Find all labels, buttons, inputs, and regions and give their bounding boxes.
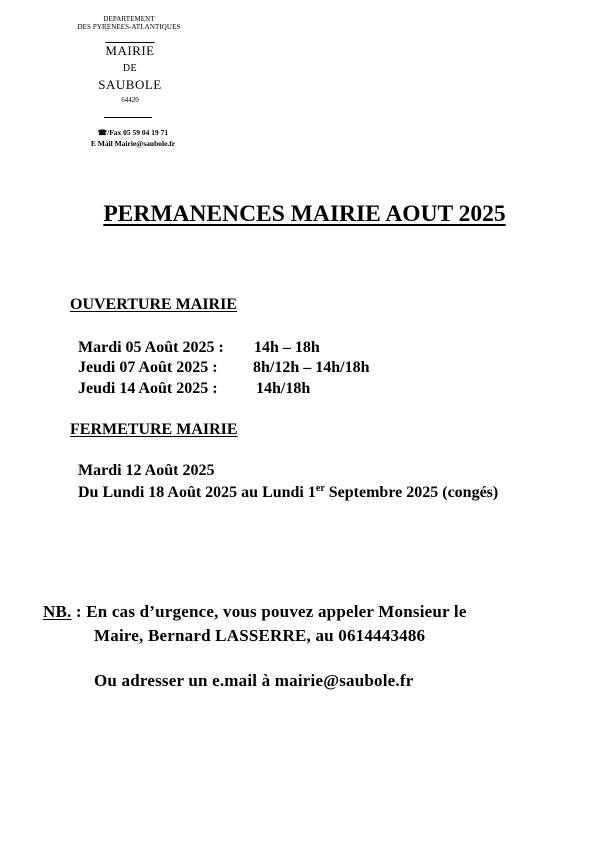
opening-hours: 14h/18h — [256, 380, 311, 397]
note-separator: : — [71, 602, 87, 621]
opening-hours: 14h – 18h — [254, 339, 320, 356]
opening-date: Jeudi 14 Août 2025 : — [78, 380, 218, 397]
region-label: DES PYRENEES-ATLANTIQUES — [77, 23, 181, 31]
opening-item — [78, 339, 398, 357]
note-line-2: Maire, Bernard LASSERRE, au 0614443486 — [94, 626, 426, 645]
phone-fax: ☎/Fax 05 59 04 19 71 — [97, 128, 169, 137]
closing-item: Mardi 12 Août 2025 — [78, 462, 215, 479]
note-line-1 — [43, 602, 467, 622]
closing-item: Du Lundi 18 Août 2025 au Lundi 1er Septembre 2025 (congés) — [78, 483, 499, 501]
opening-heading: OUVERTURE MAIRIE — [70, 296, 238, 313]
opening-date: Jeudi 07 Août 2025 : — [78, 359, 218, 376]
note-text-1: En cas d’urgence, vous pouvez appeler Monsieur le — [86, 602, 467, 621]
note-line-3: Ou adresser un e.mail à mairie@saubole.fr — [94, 671, 414, 690]
opening-item — [78, 380, 398, 398]
department-label: DEPARTEMENT — [103, 15, 155, 23]
opening-hours: 8h/12h – 14h/18h — [253, 359, 370, 376]
note-label: NB. — [43, 602, 72, 621]
opening-item — [78, 359, 398, 377]
postcode: 64420 — [121, 96, 139, 104]
town-name: SAUBOLE — [98, 77, 162, 92]
de-label: DE — [122, 63, 138, 74]
opening-date: Mardi 05 Août 2025 : — [78, 339, 224, 356]
closing-heading: FERMETURE MAIRIE — [70, 421, 238, 438]
email-address: E Mail Mairie@saubole.fr — [90, 139, 176, 148]
header-divider — [104, 117, 152, 118]
page-title: PERMANENCES MAIRIE AOUT 2025 — [103, 201, 506, 227]
mairie-label: MAIRIE — [105, 43, 155, 58]
